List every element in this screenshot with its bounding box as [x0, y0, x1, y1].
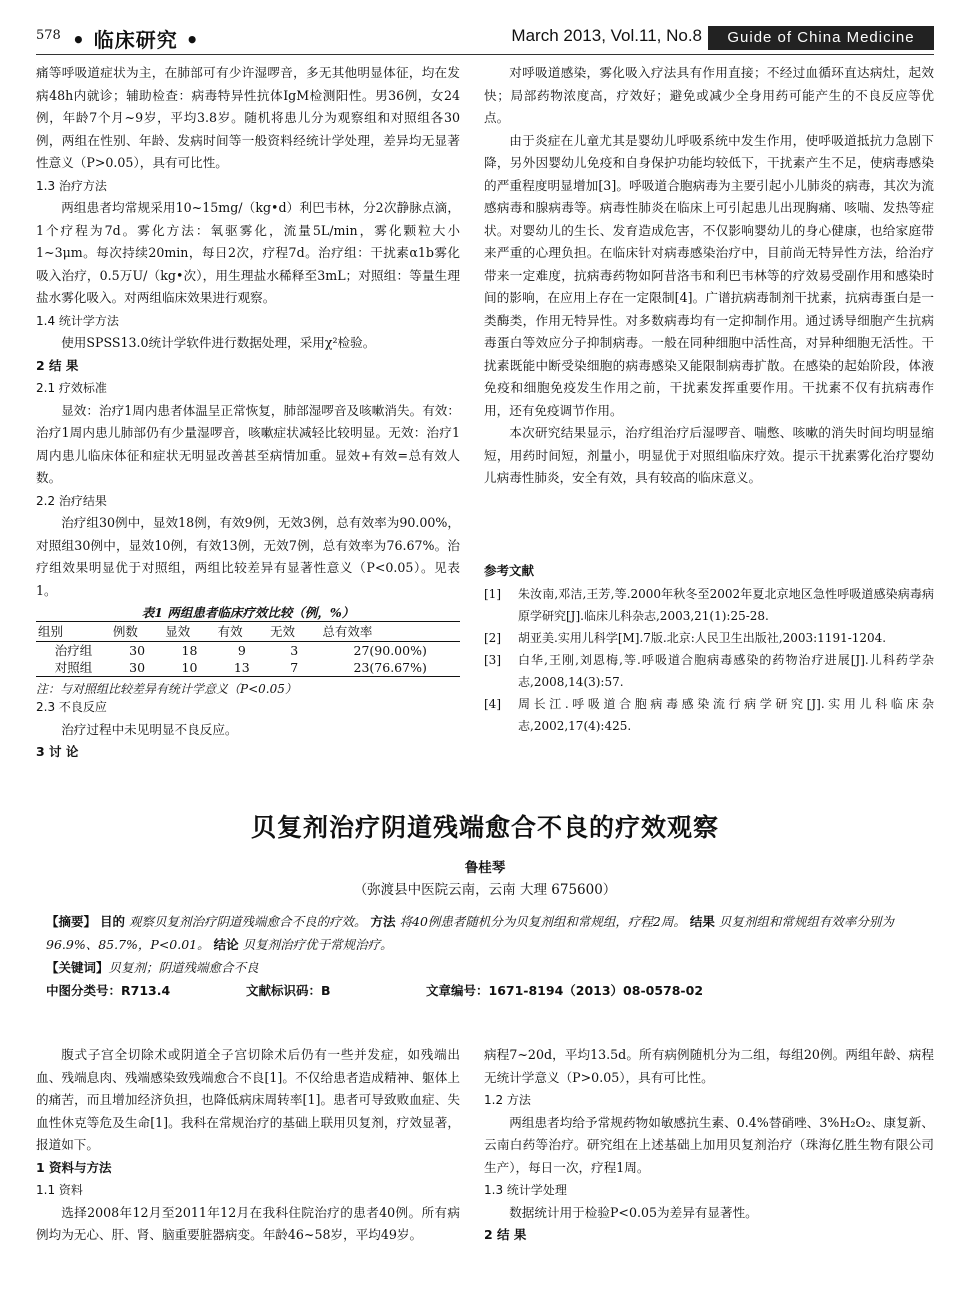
references-heading: 参考文献: [484, 563, 535, 578]
abstract: 【摘要】 目的 观察贝复剂治疗阴道残端愈合不良的疗效。 方法 将40例患者随机分为贝复剂组和常规组，疗程2周。 结果 贝复剂组和常规组有效率分别为96.9%、85.7%，P<0.01。 结论 贝复剂治疗优于常规治疗。: [46, 914, 894, 952]
keywords: 【关键词】贝复剂；阴道残端愈合不良: [46, 960, 259, 975]
table-cell: 治疗组: [54, 643, 93, 658]
journal-name: Guide of China Medicine: [708, 26, 934, 50]
table-header-cell: 组别: [36, 622, 111, 642]
right-column-top: [484, 62, 934, 490]
subsection-heading: 2.2 治疗结果: [36, 493, 107, 508]
left-column-bottom: [36, 696, 460, 764]
paragraph: 腹式子宫全切除术或阴道全子宫切除术后仍有一些并发症，如残端出血、残端息肉、残端感染致残端愈合不良[1]。不仅给患者造成精神、躯体上的痛苦，而且增加经济负担，也降低病床周转率[1]。患者可导致败血症、失血性休克等危及生命[1]。我科在常规治疗的基础上联用贝复剂，疗效显著，报道如下。: [36, 1047, 460, 1152]
header-rule: [36, 54, 934, 55]
reference-text: 周长江.呼吸道合胞病毒感染流行病学研究[J].实用儿科临床杂志,2002,17(4):425.: [518, 696, 934, 733]
reference-item: [484, 627, 934, 649]
table-header-cell: 总有效率: [320, 622, 460, 642]
table-cell: 23(76.67%): [320, 659, 460, 677]
table-note: 注：与对照组比较差异有统计学意义（P<0.05）: [36, 682, 297, 696]
table-cell: 30: [129, 643, 146, 658]
subsection-heading: 1.1 资料: [36, 1183, 83, 1197]
reference-item: [484, 693, 934, 737]
paragraph: 痛等呼吸道症状为主，在肺部可有少许湿啰音，多无其他明显体征，均在发病48h内就诊；辅助检查：病毒特异性抗体IgM检测阳性。男36例，女24例，年龄7个月~9岁，平均3.8岁。随机将患儿分为观察组和对照组各30例，两组在性别、年龄、发病时间等一般资料经统计学处理，差异均无显著性意义（P>0.05），具有可比性。: [36, 65, 460, 170]
table-cell: 30: [111, 659, 163, 677]
paragraph: 显效：治疗1周内患者体温呈正常恢复，肺部湿啰音及咳嗽消失。有效：治疗1周内患儿肺部仍有少量湿啰音，咳嗽症状减轻比较明显。无效：治疗1周内患儿临床体征和症状无明显改善甚至病情加重。显效+有效=总有效人数。: [36, 402, 460, 485]
table-cell: 18: [181, 643, 198, 658]
issue-info: March 2013, Vol.11, No.8: [511, 26, 702, 45]
table-header-cell: 有效: [216, 622, 268, 642]
article2-right-column: [484, 1044, 934, 1247]
paragraph: 使用SPSS13.0统计学软件进行数据处理，采用χ²检验。: [61, 335, 376, 350]
table-cell: 10: [163, 659, 215, 677]
section-heading: 3 讨 论: [36, 744, 79, 759]
table-row: [36, 642, 460, 660]
table-header-cell: 例数: [111, 622, 163, 642]
paragraph: 治疗过程中未见明显不良反应。: [61, 721, 238, 737]
paragraph: 病程7~20d，平均13.5d。所有病例随机分为二组，每组20例。两组年龄、病程无统计学意义（P>0.05），具有可比性。: [484, 1047, 934, 1085]
paragraph: 两组患者均常规采用10~15mg/（kg•d）利巴韦林，分2次静脉点滴，1个疗程为7d。雾化方法：氧驱雾化，流量5L/min，雾化颗粒大小1~3μm。每次持续20min，每日2次，疗程7d。治疗组：干扰素α1b雾化吸入治疗，0.5万U/（kg•次），用生理盐水稀释至3mL；对照组：等量生理盐水雾化吸入。对两组临床效果进行观察。: [36, 200, 460, 305]
subsection-heading: 1.3 统计学处理: [484, 1183, 567, 1197]
table-cell: 对照组: [36, 659, 111, 677]
table-cell: 3: [290, 643, 299, 658]
document-code: 文献标识码：B: [246, 983, 331, 998]
abstract-block: [46, 910, 926, 1002]
article-title: 贝复剂治疗阴道残端愈合不良的疗效观察: [250, 813, 719, 842]
table-caption: 表1 两组患者临床疗效比较（例，%）: [141, 605, 355, 620]
table-row: [36, 659, 460, 677]
paragraph: 由于炎症在儿童尤其是婴幼儿呼吸系统中发生作用，使呼吸道抵抗力急剧下降，另外因婴幼儿免疫和自身保护功能均较低下，干扰素产生不足，使病毒感染的严重程度明显增加[3]。呼吸道合胞病毒为主要引起小儿肺炎的病毒，其次为流感病毒和腺病毒等。病毒性肺炎在临床上可引起患儿出现胸痛、咳喘、发热等症状。对婴幼儿的生长、发育造成危害，不仅影响婴幼儿的身心健康，也给家庭带来严重的心理负担。在临床针对病毒感染治疗中，目前尚无特异性方法，给治疗带来一定难度，抗病毒药物如阿昔洛韦和利巴韦林等的疗效易受副作用和感染时间的影响，在应用上存在一定限制[4]。广谱抗病毒制剂干扰素，抗病毒蛋白是一类酶类，作用无特异性。对多数病毒均有一定抑制作用。通过诱导细胞产生抗病毒蛋白等效应分子抑制病毒。一般在同种细胞中活性高，对异种细胞无活性。干扰素既能中断受染细胞的病毒感染又能限制病毒扩散。在感染的起始阶段，体液免疫和细胞免疫发生作用之前，干扰素发挥重要作用。干扰素不仅有抗病毒作用，还有免疫调节作用。: [484, 132, 934, 418]
reference-text: 胡亚美.实用儿科学[M].7版.北京:人民卫生出版社,2003:1191-1204.: [518, 630, 887, 645]
reference-item: [484, 649, 934, 693]
page-number: 578: [36, 28, 61, 43]
article-affiliation: （弥渡县中医院云南，云南 大理 675600）: [353, 882, 617, 898]
article-author: 鲁桂琴: [464, 860, 506, 876]
paragraph: 治疗组30例中，显效18例，有效9例，无效3例，总有效率为90.00%，对照组30例中，显效10例，有效13例，无效7例，总有效率为76.67%。治疗组效果明显优于对照组，两组比较差异有显著性意义（P<0.05）。见表1。: [36, 515, 460, 598]
article-number: 文章编号：1671-8194（2013）08-0578-02: [426, 983, 704, 998]
section-heading: 2 结 果: [484, 1227, 527, 1242]
reference-number: [2]: [484, 630, 501, 645]
reference-number: [1]: [484, 586, 501, 601]
subsection-heading: 1.3 治疗方法: [36, 178, 107, 193]
reference-number: [4]: [484, 696, 501, 711]
classification-line: [46, 979, 926, 1002]
paragraph: 选择2008年12月至2011年12月在我科住院治疗的患者40例。所有病例均为无心、肝、肾、脑重要脏器病变。年龄46~58岁，平均49岁。: [36, 1204, 460, 1242]
subsection-heading: 2.1 疗效标准: [36, 381, 107, 395]
table-header-cell: 无效: [268, 622, 320, 642]
table-cell: 9: [237, 643, 246, 658]
reference-number: [3]: [484, 652, 501, 667]
table-1: [36, 604, 460, 698]
page-header: [36, 24, 934, 52]
section-heading: 1 资料与方法: [36, 1159, 112, 1175]
reference-text: 白华,王刚,刘恩梅,等.呼吸道合胞病毒感染的药物治疗进展[J].儿科药学杂志,2008,14(3):57.: [518, 652, 934, 689]
article2-left-column: [36, 1044, 460, 1247]
section-label: • 临床研究 •: [72, 28, 200, 52]
left-column-top: [36, 62, 460, 602]
section-heading: 2 结 果: [36, 357, 79, 373]
reference-text: 朱汝南,邓洁,王芳,等.2000年秋冬至2002年夏北京地区急性呼吸道感染病毒病原学研究[J].临床儿科杂志,2003,21(1):25-28.: [518, 586, 934, 623]
paragraph: 对呼吸道感染，雾化吸入疗法具有作用直接；不经过血循环直达病灶，起效快；局部药物浓度高，疗效好；避免或减少全身用药可能产生的不良反应等优点。: [484, 65, 934, 125]
clc-number: 中图分类号：R713.4: [46, 983, 171, 998]
subsection-heading: 1.2 方法: [484, 1093, 531, 1107]
table-header-cell: 显效: [163, 622, 215, 642]
paragraph: 本次研究结果显示，治疗组治疗后湿啰音、喘憋、咳嗽的消失时间均明显缩短，用药时间短，剂量小，明显优于对照组临床疗效。提示干扰素雾化治疗婴幼儿病毒性肺炎，安全有效，具有较高的临床意义。: [484, 425, 934, 485]
paragraph: 数据统计用于检验P<0.05为差异有显著性。: [509, 1204, 758, 1220]
subsection-heading: 1.4 统计学方法: [36, 313, 119, 328]
table-cell: 7: [268, 659, 320, 677]
table-cell: 27(90.00%): [353, 643, 427, 658]
paragraph: 两组患者均给予常规药物如敏感抗生素、0.4%替硝唑、3%H₂O₂、康复新、云南白药等治疗。研究组在上述基础上加用贝复剂治疗（珠海亿胜生物有限公司生产），每日一次，疗程1周。: [484, 1114, 934, 1175]
table-cell: 13: [216, 659, 268, 677]
reference-item: [484, 583, 934, 627]
subsection-heading: 2.3 不良反应: [36, 700, 107, 714]
references: [484, 560, 934, 737]
